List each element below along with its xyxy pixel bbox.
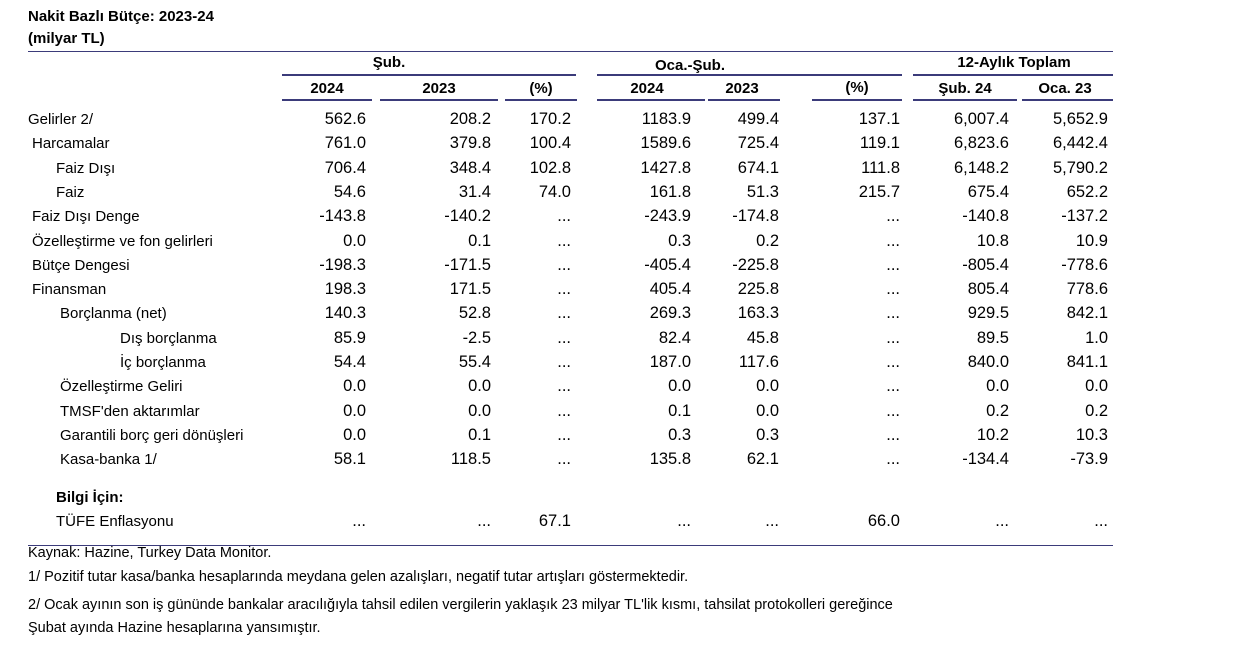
table-cell: 31.4 (458, 183, 491, 201)
table-cell: ... (677, 512, 691, 530)
col-header-ocasub-2024: 2024 (630, 80, 664, 97)
table-cell: ... (886, 280, 900, 298)
table-cell: 0.0 (343, 426, 366, 444)
table-cell: 10.9 (1075, 232, 1108, 250)
table-cell: 0.0 (1085, 377, 1108, 395)
group-header-ocasub: Oca.-Şub. (654, 57, 725, 74)
table-cell: 111.8 (861, 159, 900, 177)
table-cell: 58.1 (333, 450, 366, 468)
table-cell: 187.0 (649, 353, 691, 371)
table-cell: 82.4 (658, 329, 691, 347)
col-rule-3 (505, 99, 577, 101)
table-cell: ... (557, 402, 571, 420)
table-cell: ... (765, 512, 779, 530)
table-cell: 674.1 (737, 159, 779, 177)
table-cell: -2.5 (462, 329, 491, 347)
footnote-2-line2: Şubat ayında Hazine hesaplarına yansımıştır. (28, 620, 321, 636)
table-cell: ... (1094, 512, 1108, 530)
col-header-sub-2024: 2024 (310, 80, 344, 97)
table-cell: 841.1 (1066, 353, 1108, 371)
table-cell: ... (557, 426, 571, 444)
table-cell: 379.8 (449, 134, 491, 152)
group-rule-annual (913, 74, 1113, 76)
table-cell: 54.6 (333, 183, 366, 201)
table-cell: 117.6 (738, 353, 779, 371)
table-cell: 67.1 (538, 512, 571, 530)
table-cell: 10.2 (976, 426, 1009, 444)
table-cell: ... (557, 304, 571, 322)
table-cell: ... (557, 256, 571, 274)
row-label: Faiz Dışı Denge (32, 208, 140, 225)
table-cell: 1427.8 (640, 159, 691, 177)
table-cell: ... (557, 353, 571, 371)
table-cell: 725.4 (737, 134, 779, 152)
col-rule-6 (812, 99, 902, 101)
col-rule-2 (380, 99, 498, 101)
row-label: TMSF'den aktarımlar (60, 403, 200, 420)
top-rule (28, 51, 1113, 52)
table-cell: ... (477, 512, 491, 530)
table-cell: 0.3 (668, 426, 691, 444)
row-label: Faiz (56, 184, 85, 201)
row-label: Finansman (32, 281, 107, 298)
table-cell: 5,652.9 (1052, 110, 1108, 128)
group-header-annual: 12-Aylık Toplam (957, 54, 1071, 71)
table-cell: -243.9 (644, 207, 691, 225)
table-cell: ... (557, 450, 571, 468)
table-cell: 761.0 (324, 134, 366, 152)
table-cell: ... (557, 280, 571, 298)
table-cell: 0.0 (986, 377, 1009, 395)
table-cell: 74.0 (538, 183, 571, 201)
table-cell: -778.6 (1061, 256, 1108, 274)
table-cell: 66.0 (867, 512, 900, 530)
table-cell: ... (557, 232, 571, 250)
table-cell: 161.8 (649, 183, 691, 201)
row-label: Garantili borç geri dönüşleri (60, 427, 244, 444)
footnote-2-line1: 2/ Ocak ayının son iş gününde bankalar aracılığıyla tahsil edilen vergilerin yaklaşık 23 milyar TL'lik kısmı, tahsilat protokolleri gereğince (28, 597, 893, 613)
row-label: Özelleştirme ve fon gelirleri (32, 233, 213, 250)
row-label: Dış borçlanma (120, 330, 217, 347)
table-cell: ... (886, 207, 900, 225)
table-cell: 0.1 (468, 232, 491, 250)
table-cell: -134.4 (962, 450, 1009, 468)
table-cell: ... (557, 377, 571, 395)
table-cell: -225.8 (732, 256, 779, 274)
group-rule-ocasub (597, 74, 902, 76)
table-cell: 929.5 (967, 304, 1009, 322)
table-cell: 0.0 (756, 402, 779, 420)
table-cell: ... (886, 450, 900, 468)
col-header-ocasub-2023: 2023 (725, 80, 759, 97)
row-label: Borçlanma (net) (60, 305, 167, 322)
table-cell: 1183.9 (641, 110, 691, 128)
table-cell: 6,148.2 (953, 159, 1009, 177)
col-rule-5 (708, 99, 780, 101)
table-cell: ... (886, 329, 900, 347)
table-cell: 0.1 (668, 402, 691, 420)
table-cell: -405.4 (644, 256, 691, 274)
table-cell: 102.8 (529, 159, 571, 177)
row-label-tufe: TÜFE Enflasyonu (56, 513, 174, 530)
table-cell: ... (886, 232, 900, 250)
table-cell: 348.4 (449, 159, 491, 177)
table-cell: 45.8 (746, 329, 779, 347)
table-cell: ... (886, 402, 900, 420)
table-cell: 89.5 (976, 329, 1009, 347)
table-cell: 269.3 (649, 304, 691, 322)
table-cell: ... (886, 377, 900, 395)
table-cell: ... (886, 353, 900, 371)
table-cell: 0.0 (668, 377, 691, 395)
col-header-sub-2023: 2023 (422, 80, 456, 97)
table-cell: 0.2 (986, 402, 1009, 420)
table-cell: 840.0 (967, 353, 1009, 371)
table-unit: (milyar TL) (28, 30, 105, 47)
table-cell: 499.4 (737, 110, 779, 128)
row-label: Harcamalar (32, 135, 110, 152)
table-cell: 0.0 (343, 402, 366, 420)
table-cell: -805.4 (962, 256, 1009, 274)
group-header-sub: Şub. (372, 54, 406, 71)
table-cell: 6,442.4 (1052, 134, 1108, 152)
table-cell: 85.9 (333, 329, 366, 347)
table-cell: 562.6 (324, 110, 366, 128)
table-cell: -140.8 (962, 207, 1009, 225)
table-cell: 0.3 (756, 426, 779, 444)
table-cell: 170.2 (529, 110, 571, 128)
col-header-annual-previous: Oca. 23 (1038, 80, 1092, 97)
table-cell: 215.7 (858, 183, 900, 201)
table-cell: 62.1 (746, 450, 779, 468)
col-header-sub-pct: (%) (529, 80, 553, 97)
row-label: Özelleştirme Geliri (60, 378, 183, 395)
table-cell: -171.5 (444, 256, 491, 274)
table-cell: 225.8 (737, 280, 779, 298)
table-cell: 198.3 (324, 280, 366, 298)
table-cell: 6,823.6 (953, 134, 1009, 152)
table-cell: 54.4 (333, 353, 366, 371)
table-cell: -73.9 (1070, 450, 1108, 468)
table-cell: 0.3 (668, 232, 691, 250)
group-rule-sub (282, 74, 576, 76)
table-cell: 5,790.2 (1052, 159, 1108, 177)
table-cell: 10.8 (976, 232, 1009, 250)
table-cell: 0.0 (468, 377, 491, 395)
table-cell: 51.3 (746, 183, 779, 201)
row-label: Faiz Dışı (56, 160, 116, 177)
table-cell: ... (557, 207, 571, 225)
row-label: İç borçlanma (120, 354, 206, 371)
table-cell: -143.8 (319, 207, 366, 225)
table-cell: ... (886, 426, 900, 444)
row-label: Bütçe Dengesi (32, 257, 130, 274)
table-cell: 805.4 (967, 280, 1009, 298)
table-cell: 119.1 (859, 134, 900, 152)
table-cell: 778.6 (1066, 280, 1108, 298)
table-cell: 405.4 (649, 280, 691, 298)
footnote-1: 1/ Pozitif tutar kasa/banka hesaplarında meydana gelen azalışları, negatif tutar artışları göstermektedir. (28, 569, 689, 585)
table-cell: 0.0 (343, 377, 366, 395)
table-cell: 652.2 (1066, 183, 1108, 201)
table-cell: -198.3 (319, 256, 366, 274)
table-cell: 1589.6 (640, 134, 691, 152)
table-cell: 842.1 (1066, 304, 1108, 322)
table-cell: 0.0 (343, 232, 366, 250)
table-cell: 0.0 (468, 402, 491, 420)
row-label: Kasa-banka 1/ (60, 451, 157, 468)
table-cell: 10.3 (1075, 426, 1108, 444)
table-cell: 100.4 (529, 134, 571, 152)
table-cell: 6,007.4 (953, 110, 1009, 128)
col-header-annual-current: Şub. 24 (938, 80, 992, 97)
table-cell: ... (557, 329, 571, 347)
table-cell: 0.2 (1085, 402, 1108, 420)
table-cell: 0.0 (756, 377, 779, 395)
source-note: Kaynak: Hazine, Turkey Data Monitor. (28, 545, 272, 561)
row-label: Gelirler 2/ (28, 111, 94, 128)
table-cell: ... (995, 512, 1009, 530)
table-cell: 1.0 (1085, 329, 1108, 347)
table-cell: 0.1 (468, 426, 491, 444)
col-rule-4 (597, 99, 705, 101)
table-cell: 163.3 (737, 304, 779, 322)
table-cell: 208.2 (449, 110, 491, 128)
table-cell: ... (886, 304, 900, 322)
table-cell: 706.4 (324, 159, 366, 177)
table-cell: -174.8 (732, 207, 779, 225)
col-header-ocasub-pct: (%) (845, 79, 869, 96)
table-cell: 171.5 (449, 280, 491, 298)
table-cell: -137.2 (1061, 207, 1108, 225)
col-rule-8 (1022, 99, 1113, 101)
table-cell: ... (352, 512, 366, 530)
table-cell: -140.2 (444, 207, 491, 225)
info-heading: Bilgi İçin: (56, 489, 124, 506)
table-cell: 118.5 (450, 450, 491, 468)
table-cell: ... (886, 256, 900, 274)
table-cell: 140.3 (324, 304, 366, 322)
col-rule-1 (282, 99, 372, 101)
table-cell: 675.4 (967, 183, 1009, 201)
col-rule-7 (913, 99, 1017, 101)
table-cell: 135.8 (649, 450, 691, 468)
table-cell: 55.4 (458, 353, 491, 371)
table-cell: 137.1 (858, 110, 900, 128)
table-title: Nakit Bazlı Bütçe: 2023-24 (28, 8, 214, 25)
table-cell: 52.8 (458, 304, 491, 322)
table-cell: 0.2 (756, 232, 779, 250)
